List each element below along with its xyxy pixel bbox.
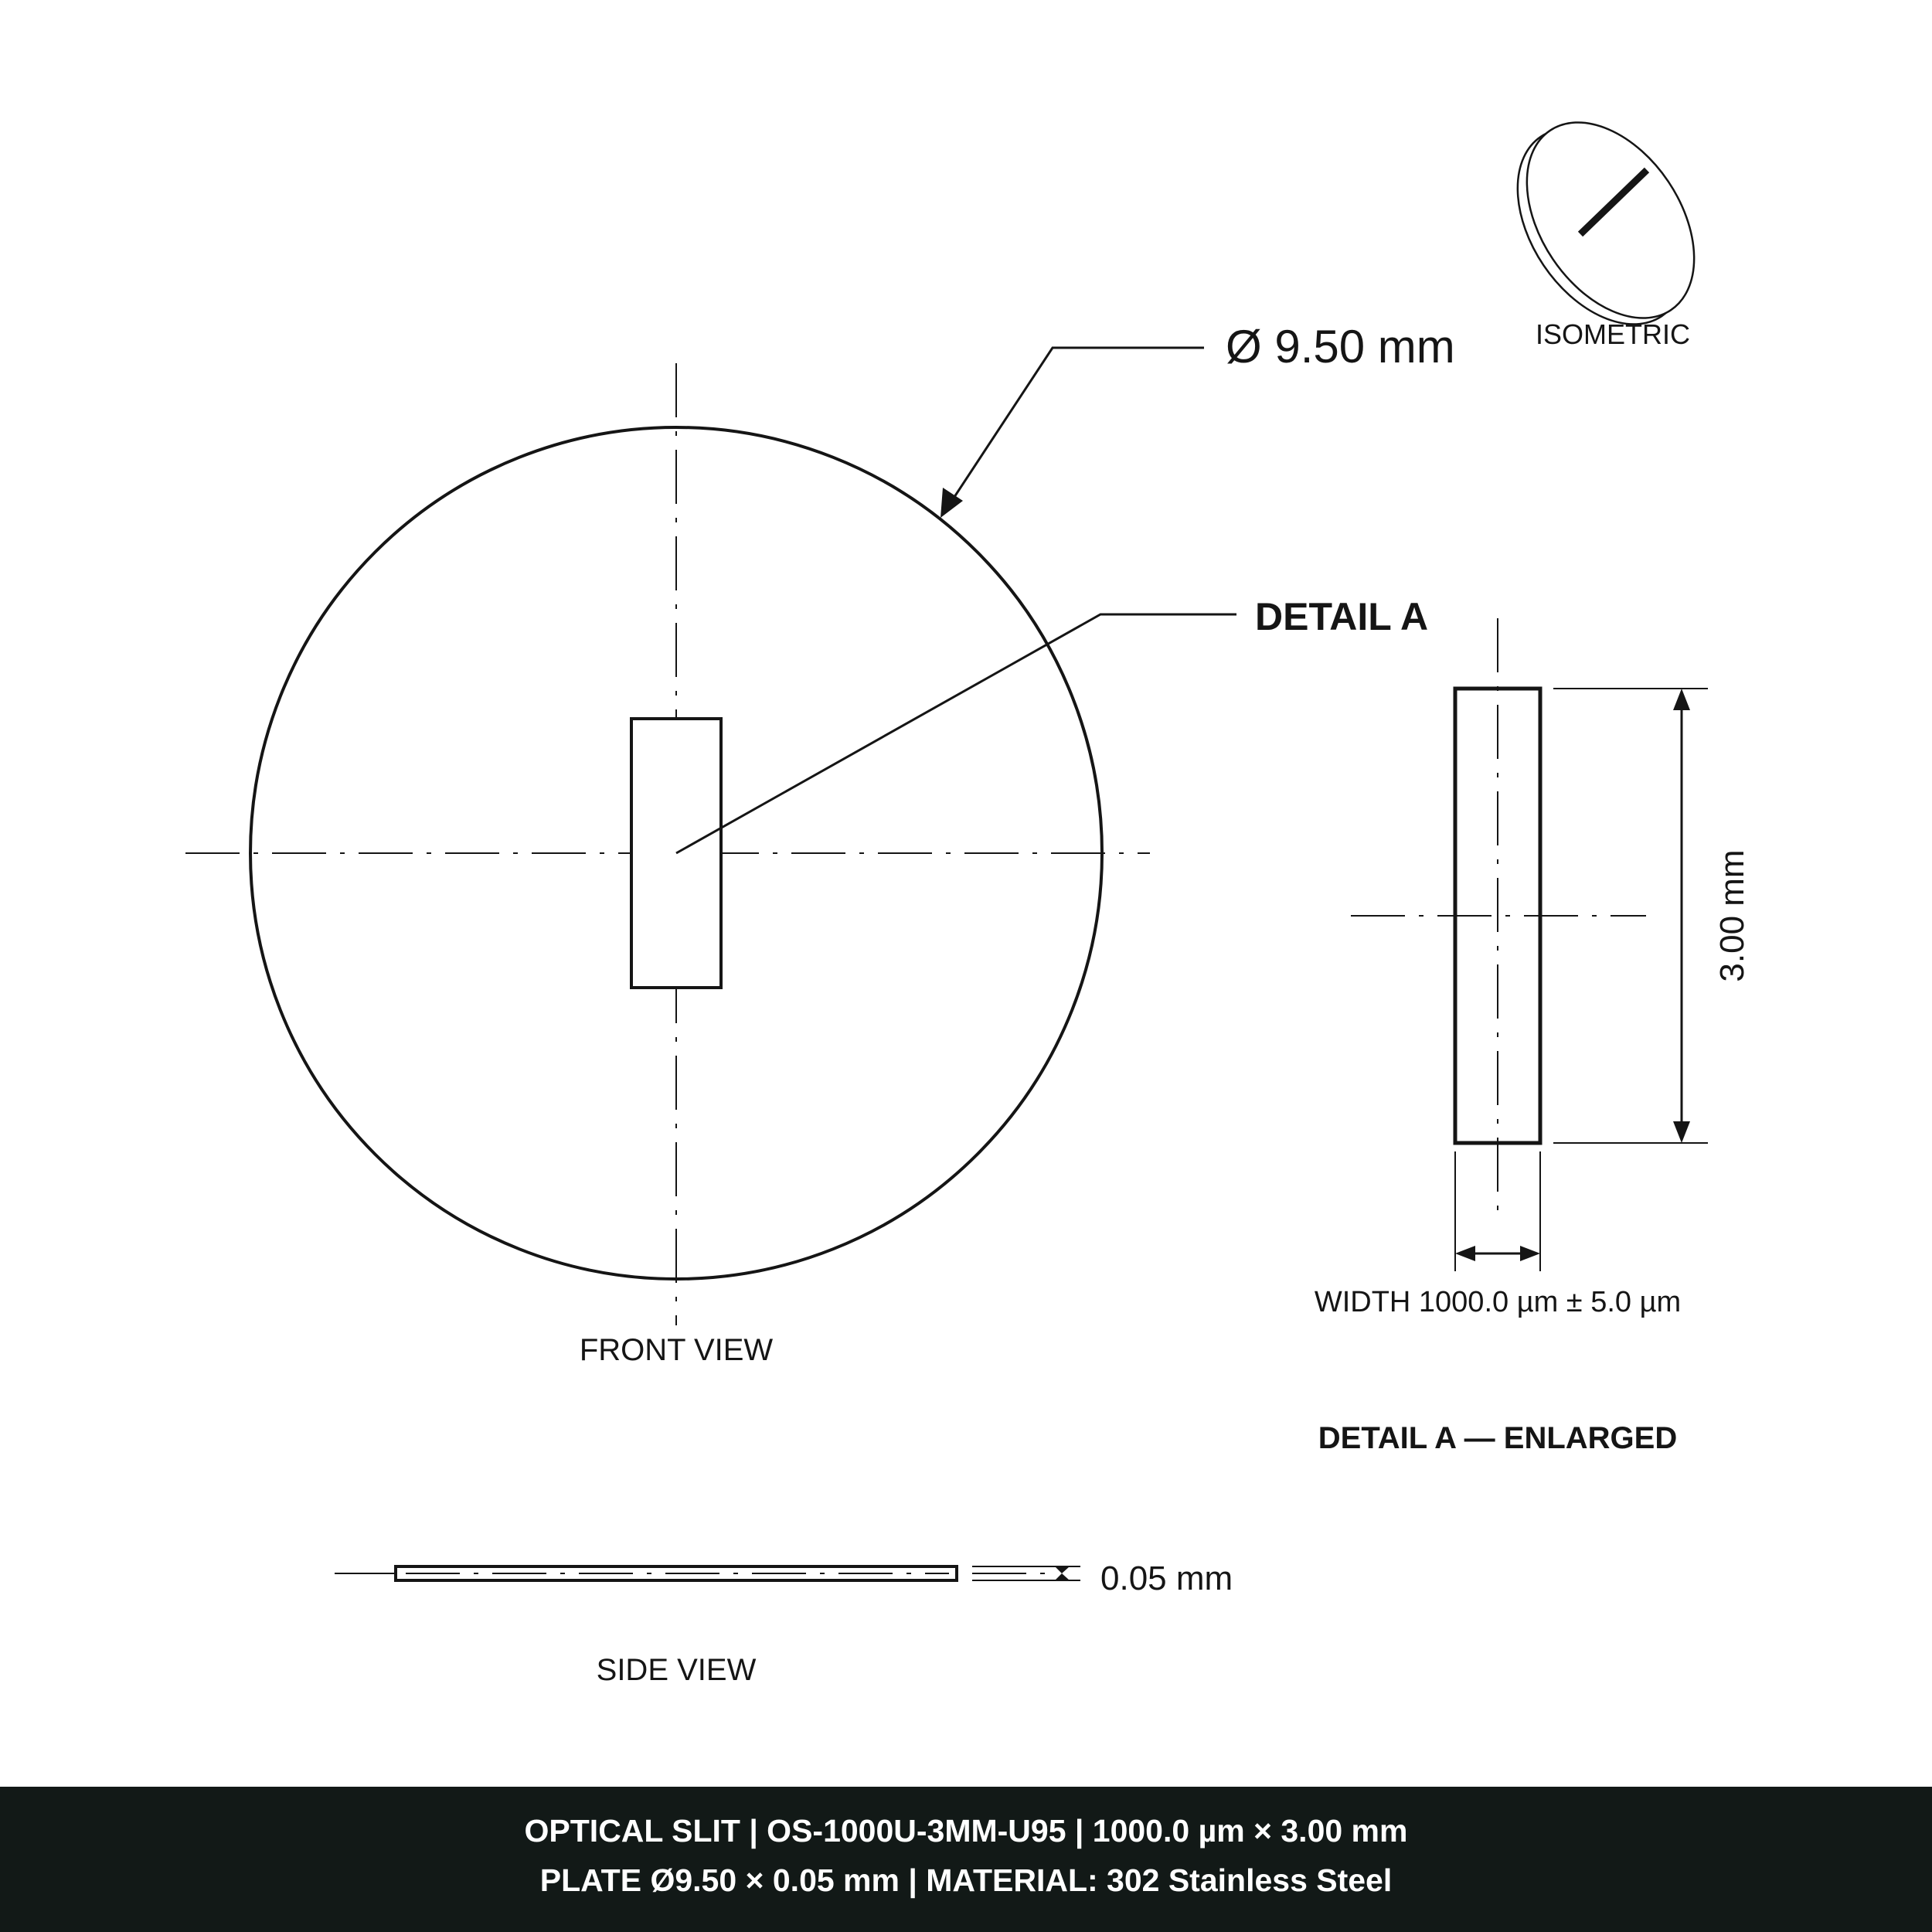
title-line-1: OPTICAL SLIT | OS-1000U-3MM-U95 | 1000.0 µm × 3.00 mm — [524, 1813, 1408, 1849]
length-arrow-top — [1673, 689, 1690, 710]
detail-callout-label: DETAIL A — [1255, 595, 1429, 638]
side-view-label: SIDE VIEW — [596, 1653, 757, 1687]
width-label: WIDTH 1000.0 µm ± 5.0 µm — [1314, 1286, 1682, 1318]
side-view — [335, 1560, 1233, 1687]
detail-callout — [676, 595, 1428, 853]
title-line-2: PLATE Ø9.50 × 0.05 mm | MATERIAL: 302 Stainless Steel — [539, 1862, 1393, 1898]
detail-view — [1315, 618, 1751, 1455]
thickness-arrow-bottom — [1055, 1573, 1070, 1580]
diameter-leader — [953, 348, 1204, 499]
thickness-arrow-top — [1055, 1566, 1070, 1573]
title-block — [0, 1787, 1932, 1932]
front-view-label: FRONT VIEW — [579, 1333, 774, 1367]
isometric-label: ISOMETRIC — [1535, 318, 1691, 350]
diameter-arrowhead — [940, 488, 963, 518]
length-label: 3.00 mm — [1713, 849, 1751, 982]
isometric-view — [1483, 92, 1729, 355]
isometric-disc-face — [1492, 92, 1729, 349]
diameter-dimension — [940, 321, 1455, 518]
front-view — [185, 363, 1150, 1367]
width-arrow-left — [1455, 1246, 1475, 1261]
detail-view-label: DETAIL A — ENLARGED — [1318, 1421, 1678, 1455]
width-arrow-right — [1520, 1246, 1540, 1261]
diameter-label: Ø 9.50 mm — [1226, 321, 1455, 372]
detail-leader — [676, 614, 1236, 853]
thickness-label: 0.05 mm — [1100, 1560, 1233, 1597]
length-arrow-bottom — [1673, 1121, 1690, 1143]
